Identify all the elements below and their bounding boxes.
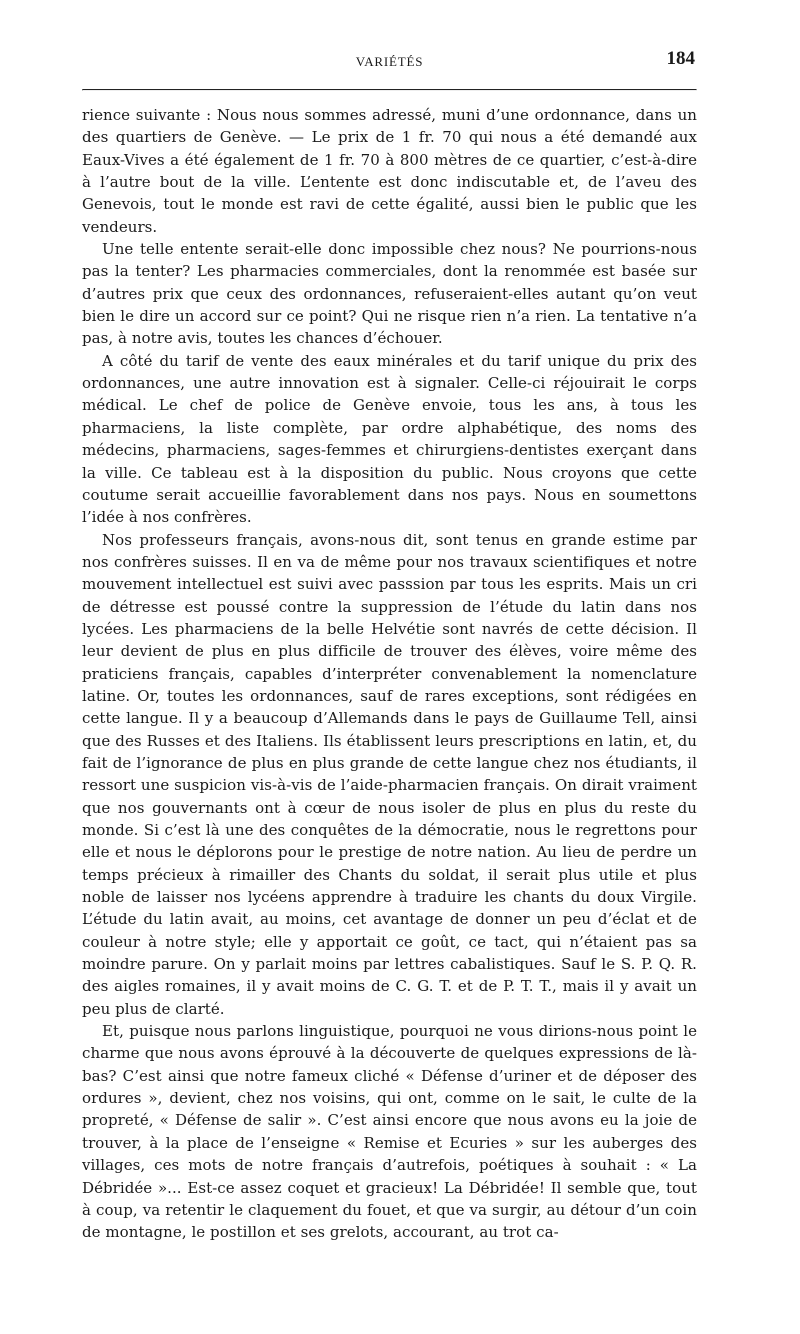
- running-title: VARIÉTÉS: [355, 54, 424, 69]
- paragraph-3: A côté du tarif de vente des eaux minérales et du tarif unique du prix des ordonnances, une autre innovation est à signaler. Celle-ci réjouirait le corps médical. Le chef de police de Genève envoie, tous les ans, à tous les pharmaciens, la liste complète, par ordre alphabétique, des noms des médecins, pharmaciens, sages-femmes et chirurgiens-dentistes exerçant dans la ville. Ce tableau est à la disposition du public. Nous croyons que cette coutume serait accueillie favorablement dans nos pays. Nous en soumettons l’idée à nos confrères.: [82, 351, 697, 527]
- paragraph-5: Et, puisque nous parlons linguistique, pourquoi ne vous dirions-nous point le charme que nous avons éprouvé à la découverte de quelques expressions de là-bas? C’est ainsi que notre fameux cliché « Défense d’uriner et de déposer des ordures », devient, chez nos voisins, qui ont, comme on le sait, le culte de la propreté, « Défense de salir ». C’est ainsi encore que nous avons eu la joie de trouver, à la place de l’enseigne « Remise et Ecuries » sur les auberges des villages, ces mots de notre français d’autrefois, poétiques à souhait : « La Débridée »... Est-ce assez coquet et gracieux! La Débridée! Il semble que, tout à coup, va retentir le claquement du fouet, et que va surgir, au détour d’un coin de montagne, le postillon et ses grelots, accourant, au trot ca-: [82, 1022, 697, 1242]
- paragraph-1: rience suivante : Nous nous sommes adressé, muni d’une ordonnance, dans un des quartiers de Genève. — Le prix de 1 fr. 70 qui nous a été demandé aux Eaux-Vives a été également de 1 fr. 70 à 800 mètres de ce quartier, c’est-à-dire à l’autre bout de la ville. L’entente est donc indiscutable et, de l’aveu des Genevois, tout le monde est ravi de cette égalité, aussi bien le public que les vendeurs.: [82, 106, 697, 236]
- paragraph-2: Une telle entente serait-elle donc impossible chez nous? Ne pourrions-nous pas la tenter? Les pharmacies commerciales, dont la renommée est basée sur d’autres prix que ceux des ordonnances, refuseraient-elles autant qu’on veut bien le dire un accord sur ce point? Qui ne risque rien n’a rien. La tentative n’a pas, à notre avis, toutes les chances d’échouer.: [82, 240, 697, 348]
- paragraph-4: Nos professeurs français, avons-nous dit, sont tenus en grande estime par nos confrères suisses. Il en va de même pour nos travaux scientifiques et notre mouvement intellectuel est suivi avec passsion par tous les esprits. Mais un cri de détresse est poussé contre la suppression de l’étude du latin dans nos lycées. Les pharmaciens de la belle Helvétie sont navrés de cette décision. Il leur devient de plus en plus difficile de trouver des élèves, voire même des praticiens français, capables d’interpréter convenablement la nomenclature latine. Or, toutes les ordonnances, sauf de rares exceptions, sont rédigées en cette langue. Il y a beaucoup d’Allemands dans le pays de Guillaume Tell, ainsi que des Russes et des Italiens. Ils établissent leurs prescriptions en latin, et, du fait de l’ignorance de plus en plus grande de cette langue chez nos étudiants, il ressort une suspicion vis-à-vis de l’aide-pharmacien français. On dirait vraiment que nos gouvernants ont à cœur de nous isoler de plus en plus du reste du monde. Si c’est là une des conquêtes de la démocratie, nous le regrettons pour elle et nous le déplorons pour le prestige de notre nation. Au lieu de perdre un temps précieux à rimailler des Chants du soldat, il serait plus utile et plus noble de laisser nos lycéens apprendre à traduire les chants du doux Virgile. L’étude du latin avait, au moins, cet avantage de donner un peu d’éclat et de couleur à notre style; elle y apportait ce goût, ce tact, qui n’étaient pas sa moindre parure. On y parlait moins par lettres cabalistiques. Sauf le S. P. Q. R. des aigles romaines, il y avait moins de C. G. T. et de P. T. T., mais il y avait un peu plus de clarté.: [82, 530, 697, 1018]
- article-body: [82, 104, 697, 1244]
- header-rule: [82, 89, 697, 91]
- page-number: 184: [666, 48, 695, 69]
- page: [82, 46, 697, 1244]
- running-head: [82, 46, 697, 80]
